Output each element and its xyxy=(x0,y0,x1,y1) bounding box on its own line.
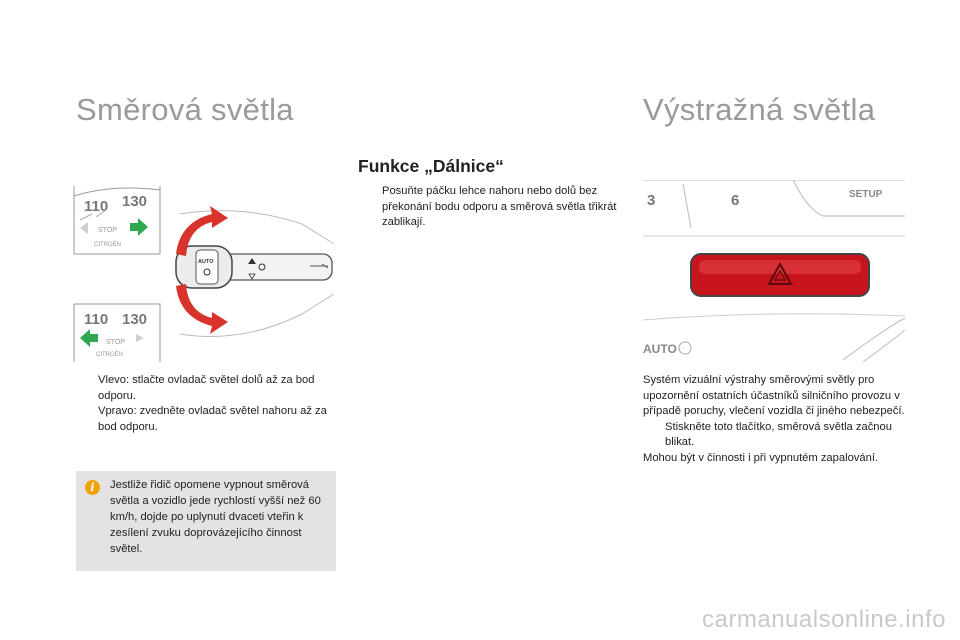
dial-label-110-top: 110 xyxy=(84,198,109,215)
info-note xyxy=(76,471,336,571)
turn-signal-instructions xyxy=(76,373,338,435)
panel-number-6: 6 xyxy=(731,192,740,209)
list-item: Vlevo: stlačte ovladač světel dolů až za bod odporu. xyxy=(98,374,315,402)
stalk-auto-label: AUTO xyxy=(198,259,214,265)
dial-label-110-bottom: 110 xyxy=(84,311,109,328)
left-arrow-green-icon xyxy=(80,329,98,347)
hazard-button[interactable] xyxy=(691,254,869,296)
list-item: Vpravo: zvedněte ovladač světel nahoru až za bod odporu. xyxy=(98,405,327,433)
info-icon: i xyxy=(85,480,100,495)
auto-label: AUTO xyxy=(643,342,677,356)
instrument-cluster-bottom xyxy=(74,304,160,362)
hazard-outro: Mohou být v činnosti i při vypnutém zapalování. xyxy=(643,451,879,464)
stop-label-bottom: STOP xyxy=(106,339,125,346)
setup-label: SETUP xyxy=(849,189,883,200)
left-title: Směrová světla xyxy=(76,92,294,127)
highway-function-instructions xyxy=(360,184,628,231)
light-stalk xyxy=(176,246,332,288)
info-note-text: Jestliže řidič opomene vypnout směrová světla a vozidlo jede rychlostí vyšší než 60 km/h, dojde po uplynutí dvaceti vteřin k zesílení zvuku doprovázejícího činnost světel. xyxy=(110,479,321,555)
hazard-intro: Systém vizuální výstrahy směrovými světly pro upozornění ostatních účastníků silničního provozu v případě poruchy, vlečení vozidla či jiného nebezpečí. xyxy=(643,374,905,417)
instrument-cluster-top xyxy=(74,186,160,254)
list-item: Stiskněte toto tlačítko, směrová světla začnou blikat. xyxy=(665,420,892,448)
dial-label-130-top: 130 xyxy=(122,193,148,210)
down-red-arrow-icon xyxy=(176,284,228,334)
hazard-instructions xyxy=(643,420,913,451)
hazard-lights-description xyxy=(643,373,913,466)
brand-label-bottom: CITROËN xyxy=(96,352,123,358)
brand-label-top: CITROËN xyxy=(94,242,121,248)
list-item: Posuňte páčku lehce nahoru nebo dolů bez překonání bodu odporu a směrová světla třikrát zablikají. xyxy=(382,185,617,228)
watermark: carmanualsonline.info xyxy=(702,606,946,633)
right-title: Výstražná světla xyxy=(643,92,876,127)
highway-function-heading: Funkce „Dálnice“ xyxy=(358,156,504,176)
panel-number-3: 3 xyxy=(647,192,656,209)
right-arrow-green-icon xyxy=(130,218,148,236)
stop-label-top: STOP xyxy=(98,227,117,234)
hazard-button-illustration xyxy=(643,180,905,362)
turn-signal-stalk-illustration xyxy=(72,184,338,362)
dial-label-130-bottom: 130 xyxy=(122,311,148,328)
